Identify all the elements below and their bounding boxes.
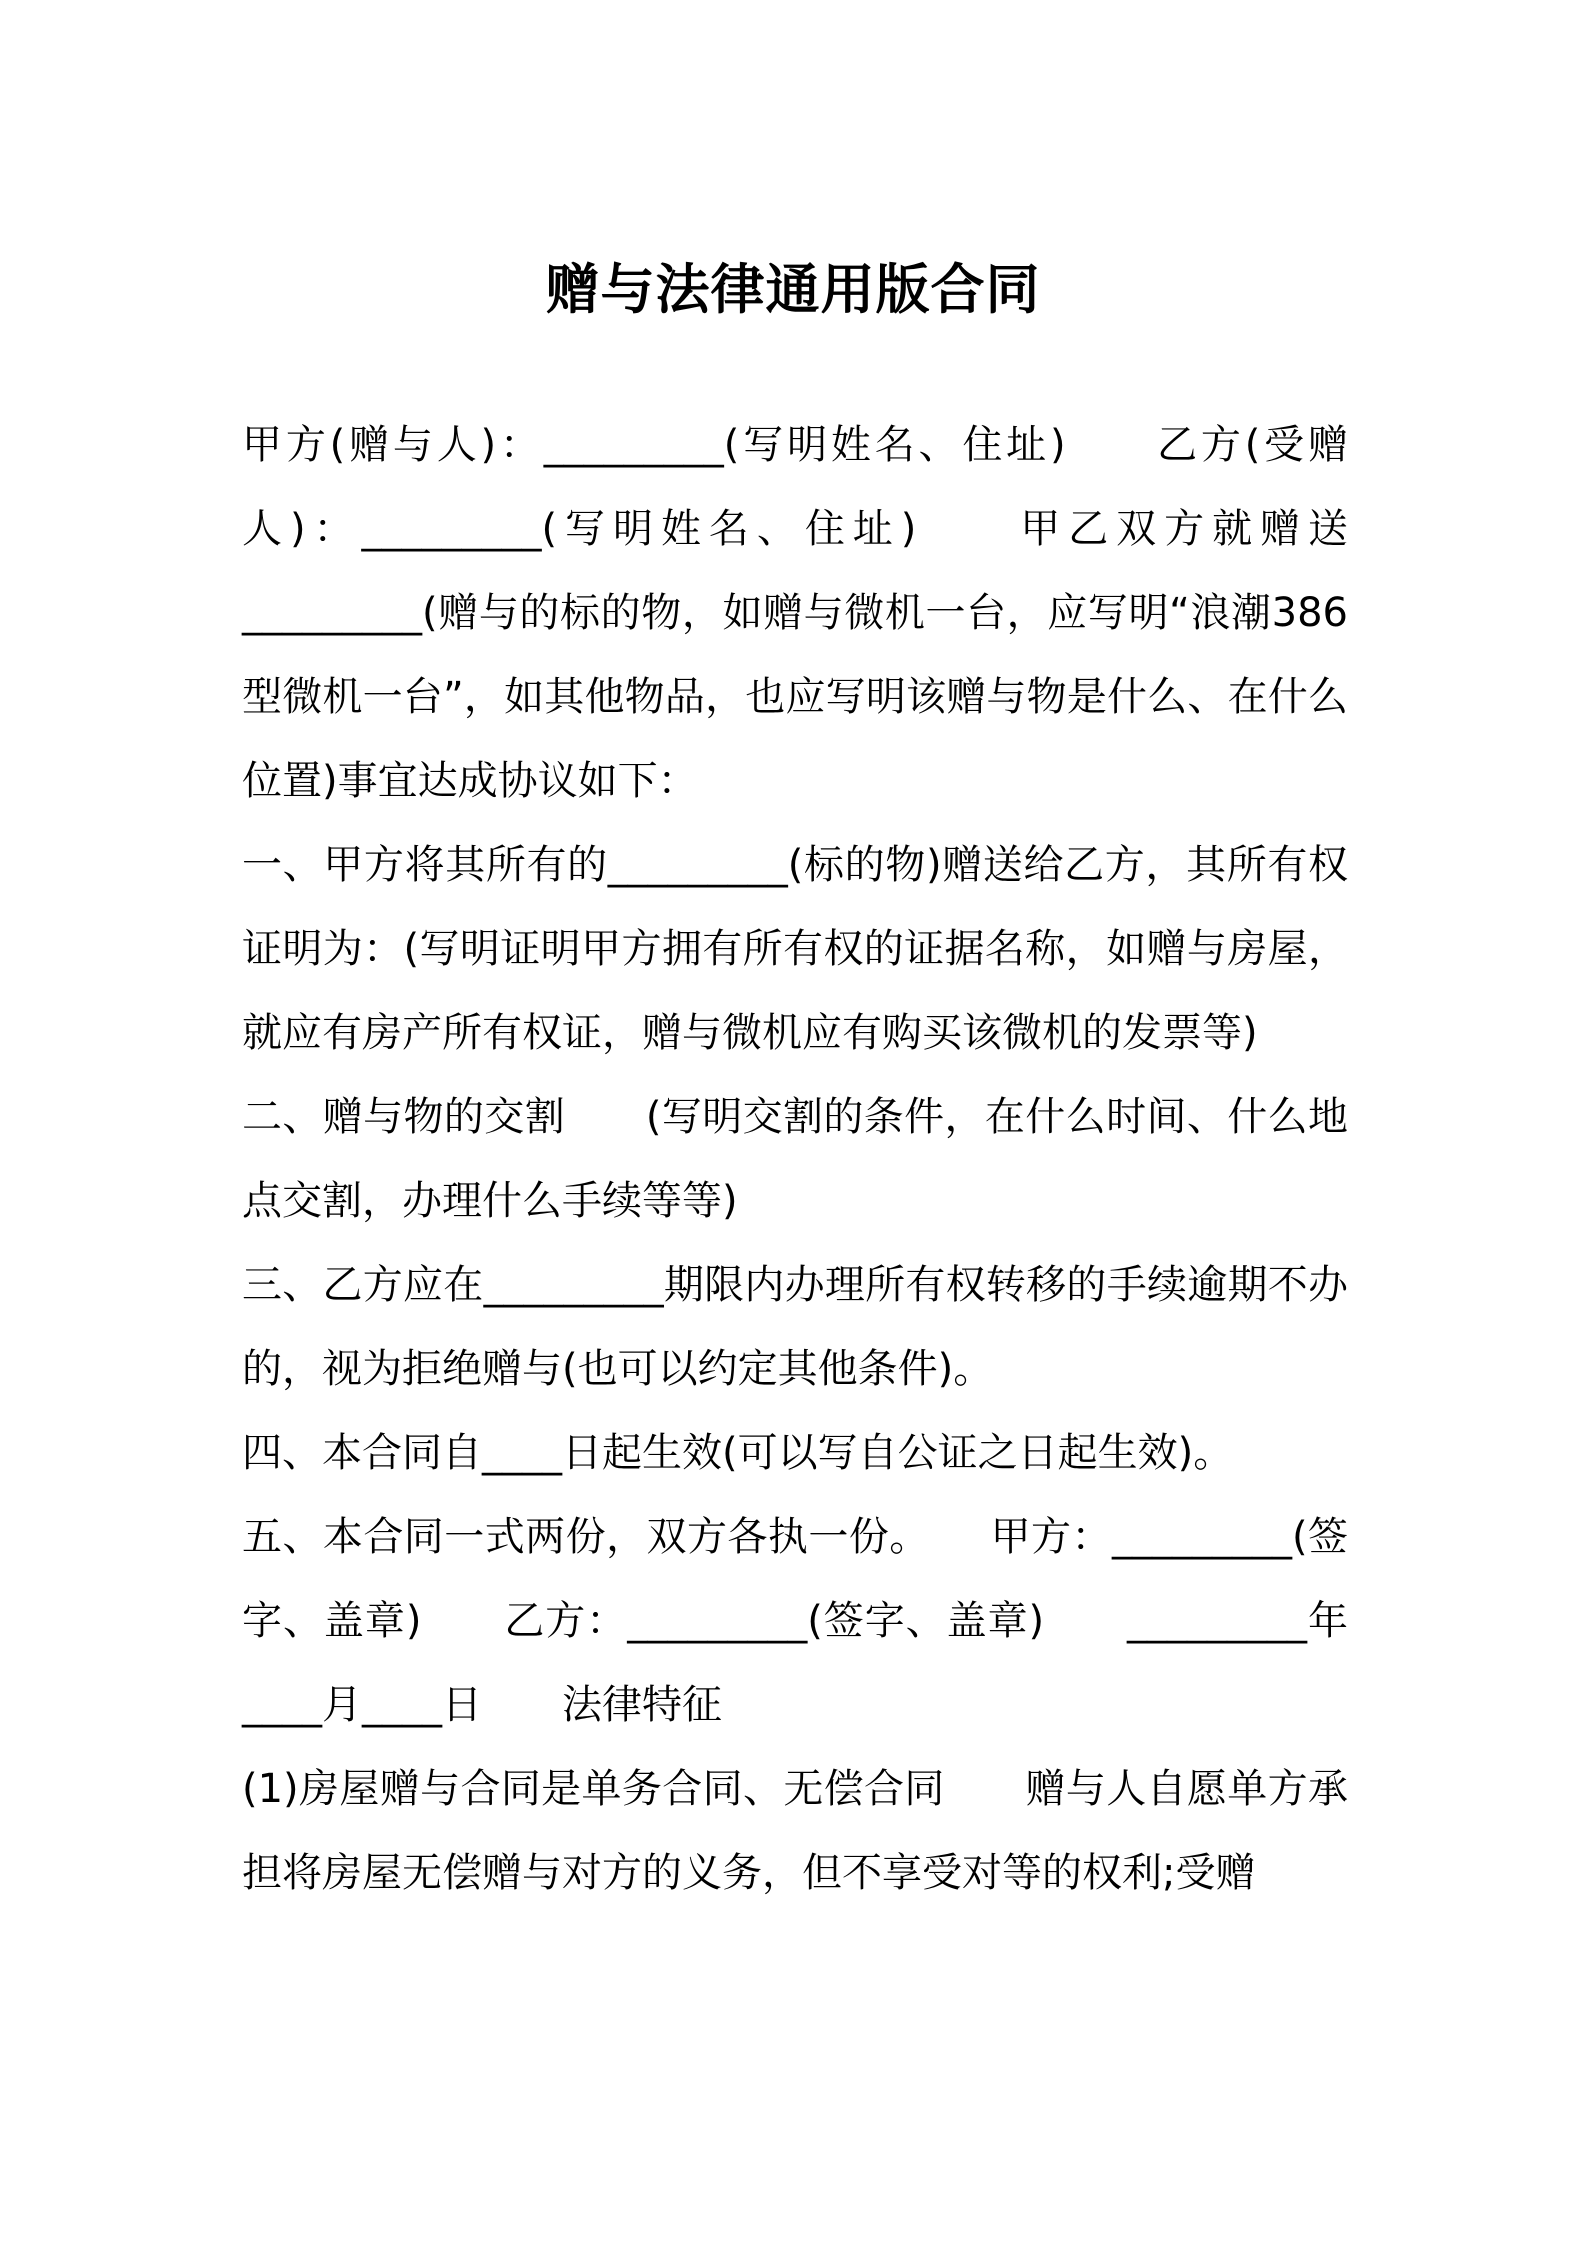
paragraph-legal-feature-1: (1)房屋赠与合同是单务合同、无偿合同 赠与人自愿单方承担将房屋无偿赠与对方的义务，但不享受对等的权利;受赠 [242, 1766, 1348, 1896]
paragraph-clause-1: 一、甲方将其所有的_________(标的物)赠送给乙方，其所有权证明为：(写明证明甲方拥有所有权的证据名称，如赠与房屋，就应有房产所有权证，赠与微机应有购买该微机的发票等) [242, 842, 1348, 1056]
paragraph-clause-5: 五、本合同一式两份，双方各执一份。 甲方：_________(签字、盖章) 乙方：_________(签字、盖章) _________年____月____日 法律特征 [242, 1514, 1348, 1728]
document-body [242, 403, 1348, 1915]
paragraph-clause-4: 四、本合同自____日起生效(可以写自公证之日起生效)。 [242, 1430, 1234, 1476]
document-title: 赠与法律通用版合同 [545, 258, 1041, 321]
paragraph-clause-3: 三、乙方应在_________期限内办理所有权转移的手续逾期不办的，视为拒绝赠与(也可以约定其他条件)。 [242, 1262, 1348, 1392]
paragraph-parties: 甲方(赠与人)：_________(写明姓名、住址) 乙方(受赠人)：_________(写明姓名、住址) 甲乙双方就赠送_________(赠与的标的物，如赠与微机一台，应写明“浪潮386型微机一台”，如其他物品，也应写明该赠与物是什么、在什么位置)事宜达成协议如下： [242, 422, 1348, 804]
paragraph-clause-2: 二、赠与物的交割 (写明交割的条件，在什么时间、什么地点交割，办理什么手续等等) [242, 1094, 1348, 1224]
